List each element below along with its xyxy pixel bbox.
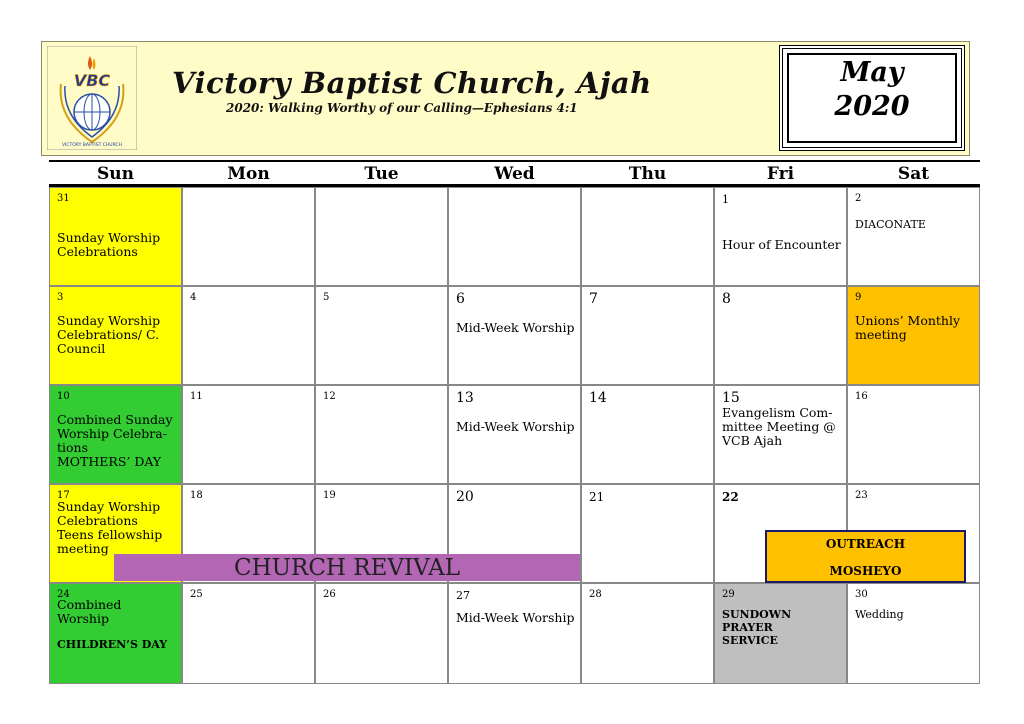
outreach-banner[interactable] (765, 530, 966, 583)
event-text (57, 314, 177, 356)
day-cell[interactable] (49, 187, 182, 286)
day-cell[interactable] (448, 583, 581, 684)
event-line: MOTHERS’ DAY (57, 454, 162, 469)
day-number: 8 (722, 291, 731, 307)
day-cell[interactable] (448, 286, 581, 385)
event-line: CHILDREN’S DAY (57, 638, 168, 651)
day-number: 14 (589, 390, 607, 406)
event-line: Combined Worship (57, 597, 122, 626)
weekday-sat: Sat (897, 164, 930, 184)
day-number: 3 (57, 292, 64, 303)
day-cell[interactable] (448, 187, 581, 286)
day-number: 21 (589, 490, 605, 504)
day-cell[interactable] (448, 385, 581, 484)
calendar-grid (49, 187, 980, 684)
event-line: Sunday Worship (57, 313, 161, 328)
event-line: Celebrations/ C. (57, 327, 160, 342)
event-line: meeting (57, 541, 109, 556)
event-line: Sunday Worship (57, 499, 161, 514)
day-cell[interactable] (49, 286, 182, 385)
event-line: SUNDOWN PRAYER (722, 608, 792, 634)
day-cell[interactable] (49, 385, 182, 484)
day-cell[interactable] (847, 583, 980, 684)
day-cell[interactable] (182, 187, 315, 286)
day-number: 16 (855, 391, 868, 402)
church-theme: 2020: Walking Worthy of our Calling—Ephesians 4:1 (226, 101, 578, 115)
day-number: 28 (589, 589, 602, 600)
event-line: Council (57, 341, 106, 356)
event-line: Unions’ Monthly (855, 313, 961, 328)
event-line: Wedding (855, 608, 904, 621)
weekday-fri: Fri (766, 164, 795, 184)
event-line: Mid-Week Worship (456, 320, 575, 335)
event-text (57, 500, 177, 556)
day-number: 25 (190, 589, 203, 600)
event-line: Combined Sunday (57, 412, 173, 427)
event-line: Evangelism Com- (722, 405, 833, 420)
day-cell[interactable] (49, 583, 182, 684)
month-box (779, 45, 965, 151)
day-number: 10 (57, 391, 70, 402)
day-number: 4 (190, 292, 197, 303)
event-line: DIACONATE (855, 218, 926, 231)
day-number: 31 (57, 193, 70, 204)
day-cell[interactable] (714, 583, 847, 684)
logo-text: VBC (73, 71, 111, 90)
day-cell[interactable] (581, 187, 714, 286)
event-line: meeting (855, 327, 907, 342)
day-number: 22 (722, 490, 739, 504)
day-cell[interactable] (714, 187, 847, 286)
day-number: 12 (323, 391, 336, 402)
weekday-mon: Mon (227, 164, 270, 184)
day-number: 7 (589, 291, 598, 307)
month-name: May (840, 57, 904, 88)
event-line: SERVICE (722, 634, 778, 647)
day-cell[interactable] (581, 385, 714, 484)
day-number: 23 (855, 490, 868, 501)
day-cell[interactable] (182, 385, 315, 484)
event-text (57, 413, 177, 469)
day-number: 24 (57, 589, 70, 600)
day-cell[interactable] (847, 286, 980, 385)
day-number: 13 (456, 390, 474, 406)
day-cell[interactable] (315, 385, 448, 484)
day-number: 6 (456, 291, 465, 307)
logo-ring-text: VICTORY BAPTIST CHURCH (61, 143, 123, 148)
day-cell[interactable] (581, 286, 714, 385)
day-number: 15 (722, 390, 740, 406)
day-number: 20 (456, 489, 474, 505)
day-cell[interactable] (182, 583, 315, 684)
outreach-label: OUTREACH (825, 537, 906, 551)
event-line: Worship Celebra- (57, 426, 167, 441)
event-line: Teens fellowship (57, 527, 163, 542)
event-line: Sunday Worship (57, 230, 161, 245)
day-cell[interactable] (182, 286, 315, 385)
day-number: 1 (722, 193, 729, 206)
day-number: 5 (323, 292, 330, 303)
day-number: 9 (855, 292, 862, 303)
weekday-wed: Wed (494, 164, 535, 184)
day-cell[interactable] (315, 286, 448, 385)
day-number: 2 (855, 193, 862, 204)
day-number: 26 (323, 589, 336, 600)
event-line: Celebrations (57, 244, 138, 259)
day-number: 19 (323, 490, 336, 501)
day-number: 11 (190, 391, 203, 402)
event-line: mittee Meeting @ (722, 419, 836, 434)
event-line: Mid-Week Worship (456, 419, 575, 434)
weekday-sun: Sun (97, 164, 134, 184)
month-year: 2020 (834, 91, 910, 122)
event-text (855, 314, 975, 342)
event-line (57, 626, 177, 638)
event-text (722, 608, 842, 647)
day-number: 18 (190, 490, 203, 501)
outreach-location: MOSHEYO (829, 564, 902, 578)
event-line: Mid-Week Worship (456, 610, 575, 625)
day-cell[interactable] (581, 583, 714, 684)
church-revival-label: CHURCH REVIVAL (233, 555, 461, 581)
day-cell[interactable] (315, 187, 448, 286)
church-logo (47, 46, 137, 150)
day-cell[interactable] (315, 583, 448, 684)
day-number: 17 (57, 490, 70, 501)
event-line: Celebrations (57, 513, 138, 528)
day-number: 27 (456, 589, 470, 602)
day-cell[interactable] (847, 187, 980, 286)
event-line: tions (57, 440, 89, 455)
event-text (722, 406, 842, 448)
day-cell[interactable] (581, 484, 714, 583)
day-cell[interactable] (847, 385, 980, 484)
day-cell[interactable] (714, 286, 847, 385)
weekday-thu: Thu (628, 164, 667, 184)
day-number: 29 (722, 589, 735, 600)
weekday-tue: Tue (364, 164, 399, 184)
event-text (57, 231, 177, 259)
church-revival-banner[interactable] (114, 554, 580, 581)
weekday-header-row (49, 160, 980, 187)
event-line: VCB Ajah (722, 433, 783, 448)
church-title: Victory Baptist Church, Ajah (172, 66, 652, 100)
day-cell[interactable] (714, 385, 847, 484)
event-line: Hour of Encounter (722, 237, 841, 252)
event-text (57, 598, 177, 652)
day-number: 30 (855, 589, 868, 600)
